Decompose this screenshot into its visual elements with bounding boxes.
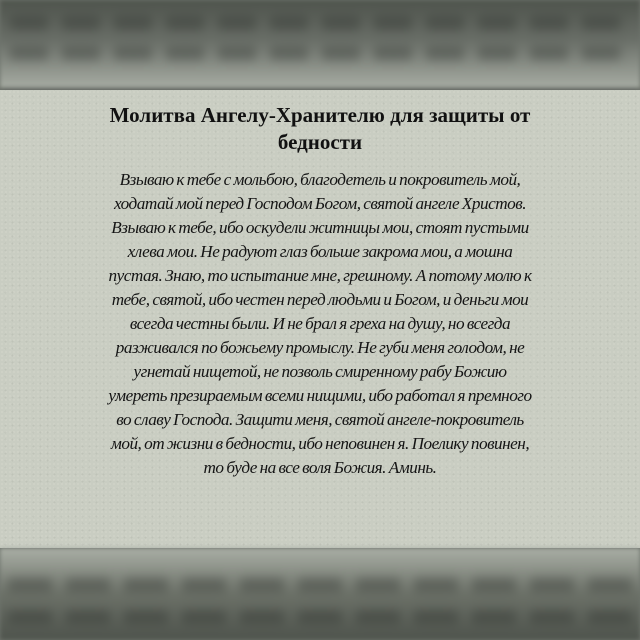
blurred-text-ghost [8,610,632,624]
prayer-line: хлева мои. Не радуют глаз больше закрома мои, а мошна [127,242,513,261]
prayer-line: то буде на все воля Божия. Аминь. [203,458,437,477]
prayer-line: ходатай мой перед Господом Богом, святой ангеле Христов. [113,194,527,213]
blurred-text-ghost [10,16,630,30]
blurred-text-ghost [10,46,630,60]
prayer-line: Взываю к тебе с мольбою, благодетель и покровитель мой, [119,170,521,189]
prayer-line: умереть презираемым всеми нищими, ибо работал я премного [108,386,532,405]
prayer-title-line: Молитва Ангелу-Хранителю для защиты от [109,103,531,127]
blurred-background-bottom [0,548,640,640]
prayer-line: Взываю к тебе, ибо оскудели житницы мои, стоят пустыми [111,218,529,237]
prayer-text [0,168,640,480]
prayer-line: угнетай нищетой, не позволь смиренному рабу Божию [133,362,507,381]
prayer-line: во славу Господа. Защити меня, святой ангеле-покровитель [116,410,524,429]
prayer-title-line: бедности [277,130,363,154]
prayer-line: всегда честны были. И не брал я греха на душу, но всегда [129,314,511,333]
prayer-card [0,90,640,548]
prayer-title [0,102,640,156]
blurred-text-ghost [8,578,632,592]
prayer-line: мой, от жизни в бедности, ибо неповинен я. Поелику повинен, [110,434,530,453]
blurred-background-top [0,0,640,88]
prayer-line: разживался по божьему промыслу. Не губи меня голодом, не [115,338,525,357]
prayer-line: тебе, святой, ибо честен перед людьми и Богом, и деньги мои [111,290,529,309]
prayer-line: пустая. Знаю, то испытание мне, грешному. А потому молю к [108,266,532,285]
